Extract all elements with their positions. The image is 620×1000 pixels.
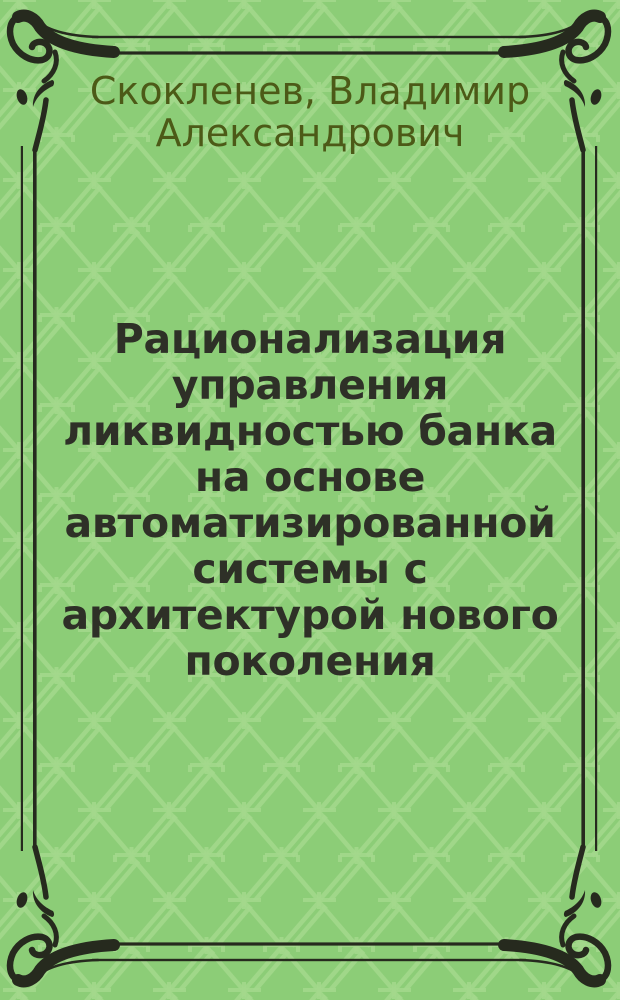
title-line: на основе — [194, 453, 426, 501]
corner-flourish-bottom-left — [10, 847, 114, 981]
frame-top-inner-line — [104, 51, 514, 54]
frame-right-inner-line — [581, 150, 585, 848]
title-line: автоматизированной — [64, 499, 556, 547]
title-line: архитектурой нового — [61, 591, 559, 639]
frame-bottom-outer-line — [92, 959, 526, 961]
frame-top-outer-line — [92, 36, 526, 38]
author-line: Скокленев, Владимир — [89, 69, 531, 113]
author-line: Александрович — [155, 111, 465, 155]
corner-flourish-bottom-right — [504, 847, 608, 981]
title-line: ликвидностью банка — [63, 407, 557, 455]
book-title — [40, 316, 580, 684]
author-name — [40, 70, 580, 154]
title-line: Рационализация — [113, 315, 507, 363]
frame-left-inner-line — [33, 150, 37, 848]
title-line: управления — [171, 361, 449, 409]
frame-bottom-inner-line — [104, 942, 514, 945]
title-line: системы с — [192, 545, 428, 593]
frame-right-outer-line — [595, 146, 597, 851]
frame-left-outer-line — [21, 146, 23, 851]
title-line: поколения — [184, 637, 436, 685]
